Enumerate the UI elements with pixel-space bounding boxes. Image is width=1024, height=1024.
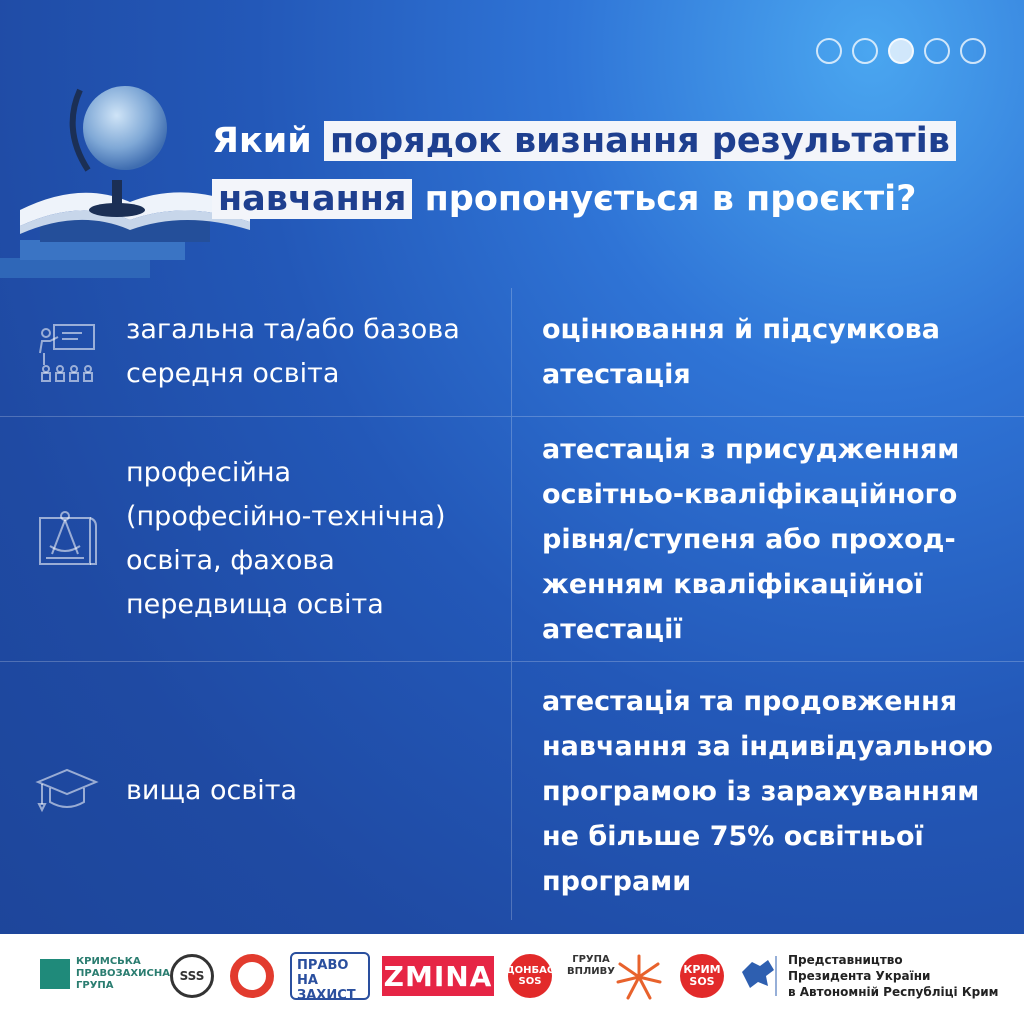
text-line: ГРУПА bbox=[572, 954, 610, 965]
pagination-dot-2[interactable] bbox=[852, 38, 878, 64]
title-highlight-2: навчання bbox=[212, 179, 412, 219]
education-level-text bbox=[126, 769, 297, 813]
text-line: не більше 75% освітньої bbox=[542, 820, 924, 852]
crimea-map-icon bbox=[738, 952, 778, 1000]
text-line: SOS bbox=[689, 975, 715, 988]
text-line: навчання за індивідуальною bbox=[542, 730, 993, 762]
text-line: ПРАВОЗАХИСНА bbox=[76, 968, 170, 979]
table-cell-education bbox=[0, 662, 512, 920]
text-line: ГРУПА bbox=[76, 980, 114, 991]
table-cell-recognition bbox=[512, 288, 1024, 416]
sss-logo: SSS bbox=[170, 954, 214, 998]
page-title bbox=[212, 112, 956, 228]
text-line: атестація з присудженням bbox=[542, 433, 960, 465]
donbas-sos-logo bbox=[505, 954, 555, 998]
presidential-representation-logo bbox=[788, 952, 998, 1000]
text-line: SOS bbox=[518, 976, 542, 987]
table-row bbox=[0, 288, 1024, 416]
table-cell-recognition bbox=[512, 417, 1024, 661]
text-line: передвища освіта bbox=[126, 589, 384, 620]
text-line: рівня/ступеня або проход- bbox=[542, 523, 956, 555]
classroom-teacher-icon bbox=[34, 319, 100, 385]
pagination-dot-4[interactable] bbox=[924, 38, 950, 64]
text-line: ПРАВО bbox=[297, 958, 349, 973]
text-line: атестація bbox=[542, 359, 691, 390]
partner-logos-footer bbox=[0, 934, 1024, 1024]
text-line: ДОНБАС bbox=[505, 965, 555, 976]
text-line: освіта, фахова bbox=[126, 545, 335, 576]
zmina-logo: ZMINA bbox=[382, 956, 494, 996]
education-level-text bbox=[126, 451, 446, 627]
text-line: програмою із зарахуванням bbox=[542, 775, 980, 807]
pagination-dot-1[interactable] bbox=[816, 38, 842, 64]
text-line: ЗАХИСТ bbox=[297, 988, 356, 1003]
text-line: в Автономній Республіці Крим bbox=[788, 985, 999, 999]
text-line: програми bbox=[542, 865, 692, 897]
education-level-text bbox=[126, 308, 460, 396]
pagination-dot-5[interactable] bbox=[960, 38, 986, 64]
text-line: Представництво bbox=[788, 953, 903, 967]
title-highlight-1: порядок визнання результатів bbox=[324, 121, 956, 161]
text-line: вища освіта bbox=[126, 775, 298, 806]
text-line: НА bbox=[297, 973, 318, 988]
table-cell-recognition bbox=[512, 662, 1024, 920]
text-line: КРИМ bbox=[683, 963, 721, 976]
drafting-compass-icon bbox=[34, 506, 100, 572]
lifebuoy-logo bbox=[230, 954, 274, 998]
graduation-cap-icon bbox=[34, 758, 100, 824]
table-cell-education bbox=[0, 288, 512, 416]
table-row bbox=[0, 661, 1024, 920]
table-cell-education bbox=[0, 417, 512, 661]
pagination-dots bbox=[816, 38, 986, 64]
pravo-na-zakhyst-logo bbox=[290, 952, 370, 1003]
text-line: атестація та продовження bbox=[542, 685, 958, 717]
comparison-table bbox=[0, 288, 1024, 920]
title-plain-2: пропонується в проєкті? bbox=[424, 179, 917, 219]
text-line: професійна bbox=[126, 457, 292, 488]
text-line: (професійно-технічна) bbox=[126, 501, 446, 532]
text-line: освітньо-кваліфікаційного bbox=[542, 478, 958, 510]
text-line: ВПЛИВУ bbox=[567, 966, 615, 977]
kpg-logo-mark bbox=[40, 959, 70, 989]
text-line: КРИМСЬКА bbox=[76, 956, 141, 967]
title-plain-1: Який bbox=[212, 121, 312, 161]
text-line: середня освіта bbox=[126, 358, 340, 389]
krym-sos-logo bbox=[680, 954, 724, 998]
kpg-logo bbox=[40, 956, 186, 992]
text-line: оцінювання й підсумкова bbox=[542, 314, 940, 345]
text-line: загальна та/або базова bbox=[126, 314, 460, 345]
table-row bbox=[0, 416, 1024, 661]
text-line: Президента України bbox=[788, 969, 931, 983]
grupa-vplyvu-star-icon bbox=[614, 952, 664, 1002]
grupa-vplyvu-logo bbox=[566, 954, 616, 978]
pagination-dot-3[interactable] bbox=[888, 38, 914, 64]
text-line: женням кваліфікаційної bbox=[542, 568, 924, 600]
text-line: атестації bbox=[542, 613, 683, 645]
recognition-procedure-text bbox=[542, 427, 959, 652]
recognition-procedure-text bbox=[542, 679, 993, 904]
recognition-procedure-text bbox=[542, 307, 940, 397]
